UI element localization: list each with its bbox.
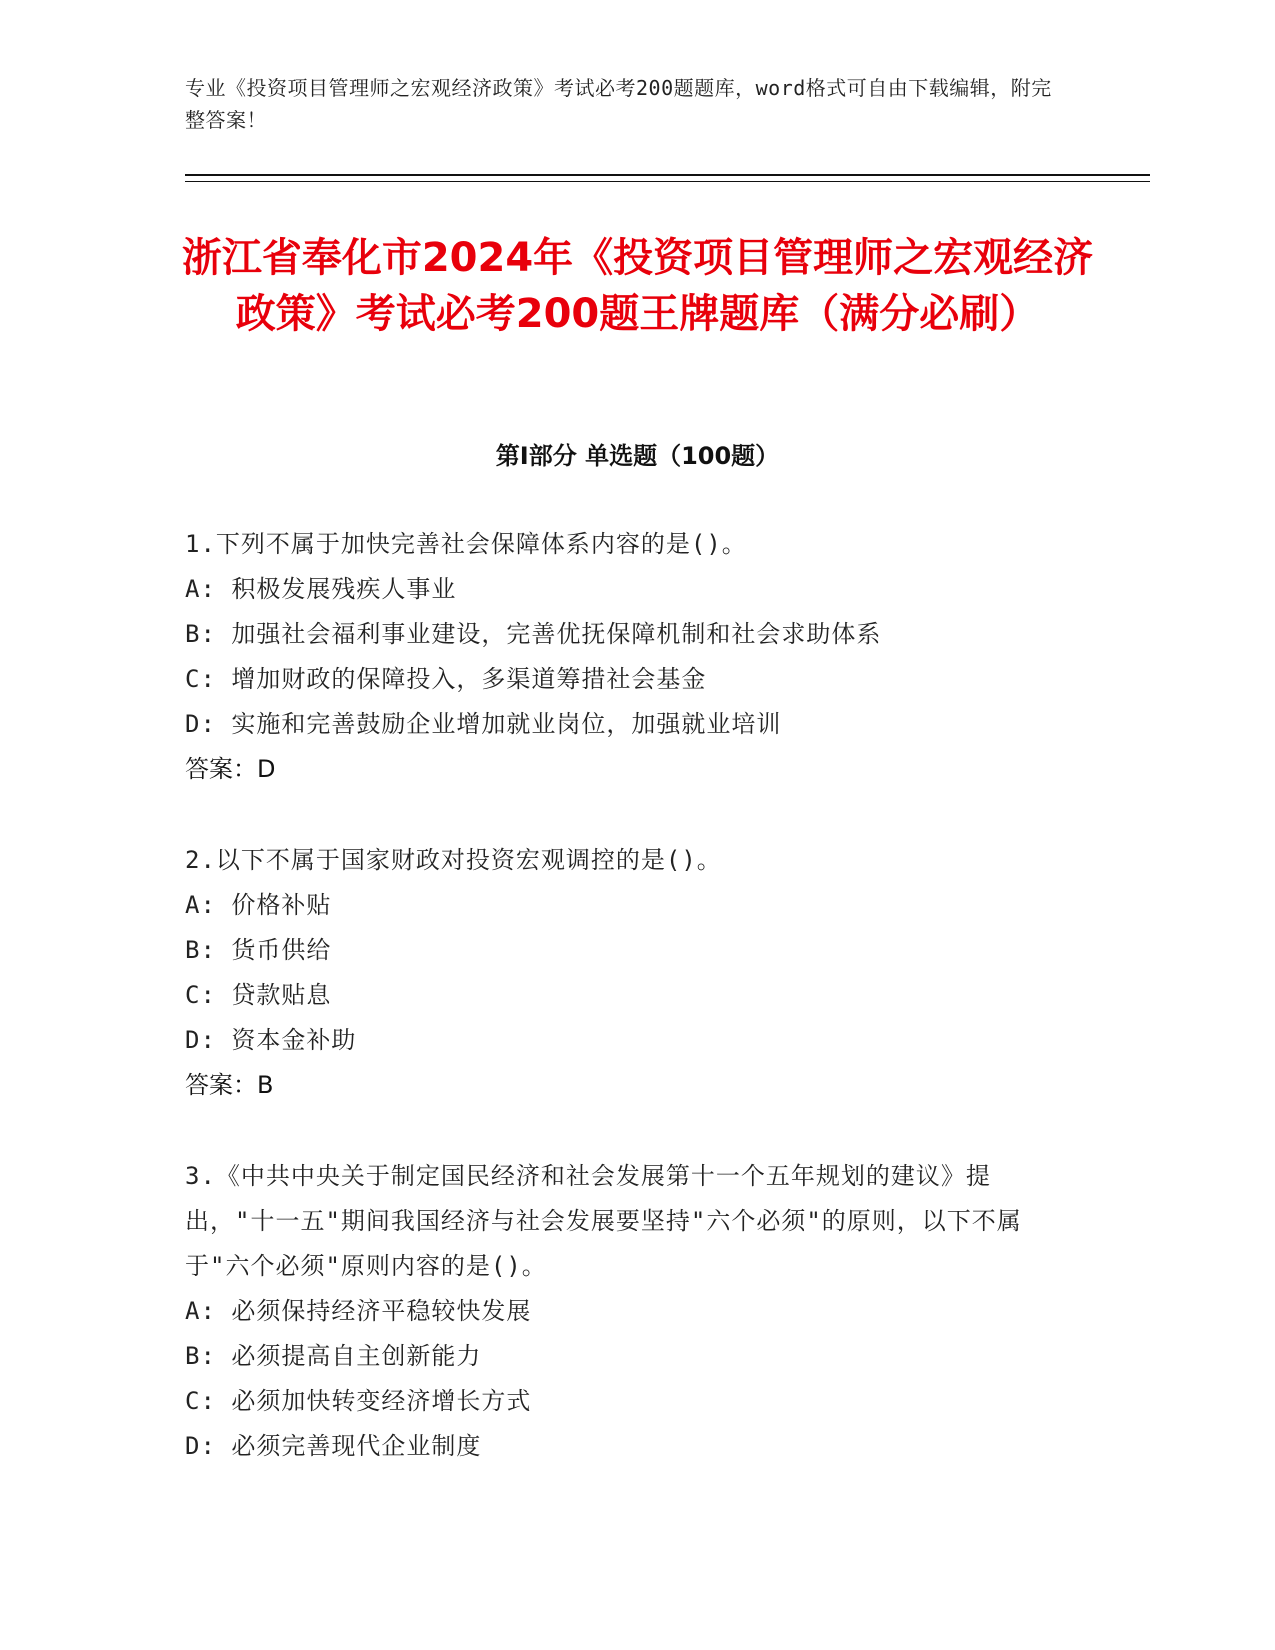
question-item [185,1154,1065,1469]
option-c: C: 增加财政的保障投入，多渠道筹措社会基金 [185,665,707,693]
option-c: C: 必须加快转变经济增长方式 [185,1387,532,1415]
option-b: B: 加强社会福利事业建设，完善优抚保障机制和社会求助体系 [185,620,882,648]
question-stem: 3.《中共中央关于制定国民经济和社会发展第十一个五年规划的建议》提出，"十一五"期间我国经济与社会发展要坚持"六个必须"的原则，以下不属于"六个必须"原则内容的是()。 [185,1162,1022,1280]
question-item [185,522,1065,792]
question-item [185,838,1065,1108]
answer: 答案：B [185,1071,274,1099]
header-rule-thin [185,181,1150,182]
option-a: A: 积极发展残疾人事业 [185,575,457,603]
header-rule-thick [185,174,1150,176]
answer: 答案：D [185,755,276,783]
option-b: B: 货币供给 [185,936,332,964]
option-d: D: 资本金补助 [185,1026,357,1054]
option-d: D: 实施和完善鼓励企业增加就业岗位，加强就业培训 [185,710,782,738]
option-c: C: 贷款贴息 [185,981,332,1009]
question-stem: 2.以下不属于国家财政对投资宏观调控的是()。 [185,846,722,874]
option-b: B: 必须提高自主创新能力 [185,1342,482,1370]
section-title: 第Ⅰ部分 单选题（100题） [495,442,780,470]
document-title: 浙江省奉化市2024年《投资项目管理师之宏观经济政策》考试必考200题王牌题库（满分必刷） [181,235,1094,337]
question-stem: 1.下列不属于加快完善社会保障体系内容的是()。 [185,530,747,558]
option-a: A: 价格补贴 [185,891,332,919]
header-note: 专业《投资项目管理师之宏观经济政策》考试必考200题题库，word格式可自由下载编辑，附完整答案！ [185,76,1052,132]
question-list [185,522,1065,1515]
option-d: D: 必须完善现代企业制度 [185,1432,482,1460]
option-a: A: 必须保持经济平稳较快发展 [185,1297,532,1325]
